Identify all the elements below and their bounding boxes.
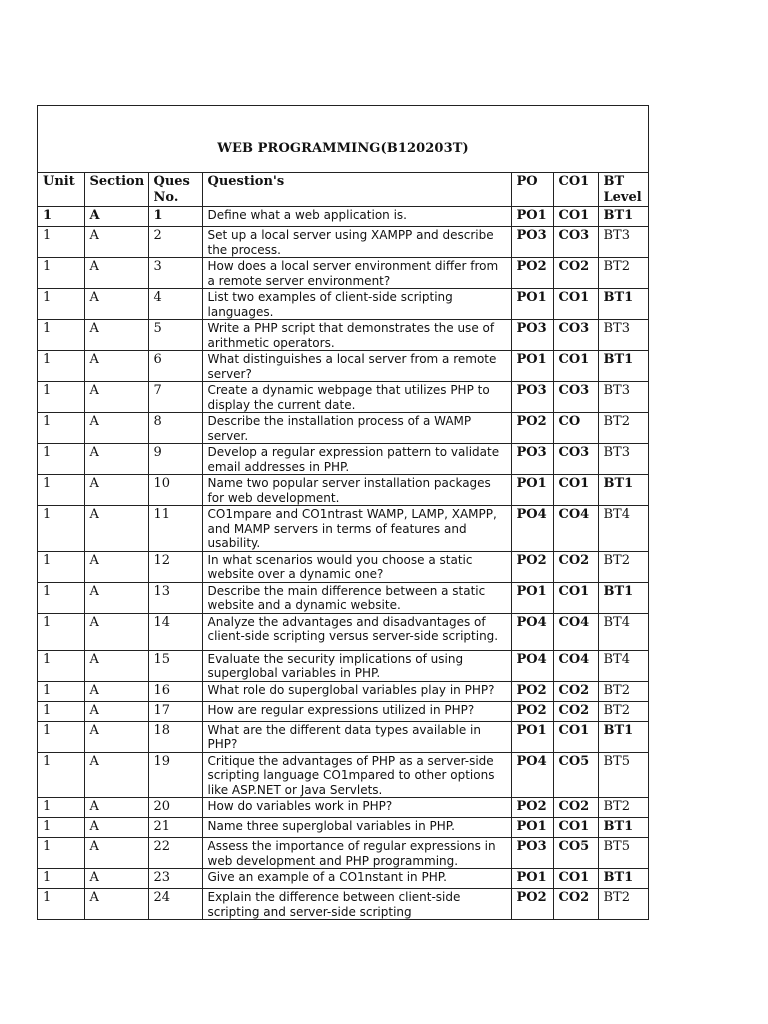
table-row bbox=[38, 838, 648, 869]
cell-co: CO4 bbox=[553, 506, 598, 552]
header-po: PO bbox=[511, 173, 553, 207]
cell-po: PO1 bbox=[511, 207, 553, 227]
cell-bt-level: BT2 bbox=[598, 413, 648, 444]
cell-ques-no: 1 bbox=[148, 207, 202, 227]
cell-ques-no: 4 bbox=[148, 289, 202, 320]
table-row bbox=[38, 582, 648, 613]
cell-question: Define what a web application is. bbox=[202, 207, 511, 227]
cell-co: CO2 bbox=[553, 551, 598, 582]
cell-ques-no: 12 bbox=[148, 551, 202, 582]
cell-ques-no: 22 bbox=[148, 838, 202, 869]
cell-po: PO3 bbox=[511, 382, 553, 413]
cell-co: CO2 bbox=[553, 681, 598, 701]
cell-section: A bbox=[84, 382, 148, 413]
cell-unit: 1 bbox=[38, 889, 84, 920]
cell-bt-level: BT1 bbox=[598, 289, 648, 320]
cell-ques-no: 5 bbox=[148, 320, 202, 351]
cell-unit: 1 bbox=[38, 413, 84, 444]
cell-co: CO1 bbox=[553, 582, 598, 613]
cell-question: Describe the main difference between a static website and a dynamic website. bbox=[202, 582, 511, 613]
cell-co: CO1 bbox=[553, 721, 598, 752]
cell-ques-no: 17 bbox=[148, 701, 202, 721]
cell-question: Analyze the advantages and disadvantages of client-side scripting versus server-side scripting. bbox=[202, 613, 511, 650]
cell-bt-level: BT2 bbox=[598, 798, 648, 818]
cell-question: How do variables work in PHP? bbox=[202, 798, 511, 818]
cell-ques-no: 6 bbox=[148, 351, 202, 382]
cell-bt-level: BT2 bbox=[598, 551, 648, 582]
cell-bt-level: BT3 bbox=[598, 320, 648, 351]
cell-bt-level: BT2 bbox=[598, 258, 648, 289]
cell-question: Describe the installation process of a WAMP server. bbox=[202, 413, 511, 444]
cell-bt-level: BT5 bbox=[598, 838, 648, 869]
cell-ques-no: 13 bbox=[148, 582, 202, 613]
table-row bbox=[38, 650, 648, 681]
cell-section: A bbox=[84, 582, 148, 613]
cell-po: PO2 bbox=[511, 701, 553, 721]
table-row bbox=[38, 506, 648, 552]
cell-po: PO1 bbox=[511, 869, 553, 889]
cell-question: Name two popular server installation packages for web development. bbox=[202, 475, 511, 506]
cell-section: A bbox=[84, 681, 148, 701]
table-row bbox=[38, 889, 648, 920]
cell-co: CO3 bbox=[553, 227, 598, 258]
cell-co: CO3 bbox=[553, 320, 598, 351]
cell-co: CO1 bbox=[553, 207, 598, 227]
header-co: CO1 bbox=[553, 173, 598, 207]
cell-bt-level: BT4 bbox=[598, 506, 648, 552]
cell-section: A bbox=[84, 701, 148, 721]
cell-section: A bbox=[84, 506, 148, 552]
cell-unit: 1 bbox=[38, 798, 84, 818]
cell-unit: 1 bbox=[38, 506, 84, 552]
cell-bt-level: BT1 bbox=[598, 818, 648, 838]
cell-co: CO4 bbox=[553, 650, 598, 681]
cell-co: CO3 bbox=[553, 382, 598, 413]
cell-ques-no: 14 bbox=[148, 613, 202, 650]
cell-question: CO1mpare and CO1ntrast WAMP, LAMP, XAMPP, and MAMP servers in terms of features and usability. bbox=[202, 506, 511, 552]
document-title: WEB PROGRAMMING(B120203T) bbox=[38, 106, 648, 173]
cell-ques-no: 24 bbox=[148, 889, 202, 920]
cell-bt-level: BT4 bbox=[598, 650, 648, 681]
cell-co: CO5 bbox=[553, 838, 598, 869]
question-bank-document bbox=[37, 105, 649, 920]
cell-po: PO2 bbox=[511, 413, 553, 444]
cell-section: A bbox=[84, 798, 148, 818]
cell-po: PO1 bbox=[511, 582, 553, 613]
cell-section: A bbox=[84, 320, 148, 351]
cell-ques-no: 20 bbox=[148, 798, 202, 818]
header-question: Question's bbox=[202, 173, 511, 207]
cell-section: A bbox=[84, 818, 148, 838]
cell-co: CO1 bbox=[553, 289, 598, 320]
cell-bt-level: BT1 bbox=[598, 351, 648, 382]
cell-unit: 1 bbox=[38, 701, 84, 721]
cell-co: CO1 bbox=[553, 869, 598, 889]
cell-po: PO3 bbox=[511, 838, 553, 869]
cell-section: A bbox=[84, 551, 148, 582]
cell-question: In what scenarios would you choose a static website over a dynamic one? bbox=[202, 551, 511, 582]
cell-section: A bbox=[84, 721, 148, 752]
cell-section: A bbox=[84, 444, 148, 475]
cell-bt-level: BT2 bbox=[598, 681, 648, 701]
cell-ques-no: 15 bbox=[148, 650, 202, 681]
cell-ques-no: 18 bbox=[148, 721, 202, 752]
cell-bt-level: BT4 bbox=[598, 613, 648, 650]
table-row bbox=[38, 869, 648, 889]
cell-bt-level: BT2 bbox=[598, 701, 648, 721]
header-section: Section bbox=[84, 173, 148, 207]
cell-question: Evaluate the security implications of using superglobal variables in PHP. bbox=[202, 650, 511, 681]
cell-question: Create a dynamic webpage that utilizes PHP to display the current date. bbox=[202, 382, 511, 413]
cell-po: PO1 bbox=[511, 818, 553, 838]
table-row bbox=[38, 551, 648, 582]
cell-po: PO2 bbox=[511, 889, 553, 920]
cell-question: Explain the difference between client-side scripting and server-side scripting bbox=[202, 889, 511, 920]
cell-question: How are regular expressions utilized in PHP? bbox=[202, 701, 511, 721]
cell-ques-no: 3 bbox=[148, 258, 202, 289]
question-table bbox=[38, 173, 648, 919]
cell-co: CO2 bbox=[553, 798, 598, 818]
cell-po: PO1 bbox=[511, 351, 553, 382]
cell-ques-no: 10 bbox=[148, 475, 202, 506]
table-row bbox=[38, 701, 648, 721]
cell-co: CO4 bbox=[553, 613, 598, 650]
table-row bbox=[38, 444, 648, 475]
cell-question: List two examples of client-side scripting languages. bbox=[202, 289, 511, 320]
cell-ques-no: 8 bbox=[148, 413, 202, 444]
cell-bt-level: BT2 bbox=[598, 889, 648, 920]
cell-question: Assess the importance of regular expressions in web development and PHP programming. bbox=[202, 838, 511, 869]
cell-unit: 1 bbox=[38, 289, 84, 320]
cell-section: A bbox=[84, 289, 148, 320]
cell-co: CO1 bbox=[553, 351, 598, 382]
cell-po: PO3 bbox=[511, 227, 553, 258]
cell-unit: 1 bbox=[38, 838, 84, 869]
cell-unit: 1 bbox=[38, 869, 84, 889]
cell-section: A bbox=[84, 869, 148, 889]
cell-section: A bbox=[84, 889, 148, 920]
cell-unit: 1 bbox=[38, 752, 84, 798]
cell-unit: 1 bbox=[38, 582, 84, 613]
table-row bbox=[38, 613, 648, 650]
table-row bbox=[38, 721, 648, 752]
cell-po: PO2 bbox=[511, 551, 553, 582]
cell-question: What distinguishes a local server from a remote server? bbox=[202, 351, 511, 382]
cell-co: CO2 bbox=[553, 889, 598, 920]
cell-ques-no: 23 bbox=[148, 869, 202, 889]
cell-section: A bbox=[84, 475, 148, 506]
cell-ques-no: 21 bbox=[148, 818, 202, 838]
cell-section: A bbox=[84, 752, 148, 798]
cell-unit: 1 bbox=[38, 382, 84, 413]
cell-section: A bbox=[84, 650, 148, 681]
table-row bbox=[38, 207, 648, 227]
cell-question: Give an example of a CO1nstant in PHP. bbox=[202, 869, 511, 889]
table-row bbox=[38, 258, 648, 289]
header-ques-no: Ques No. bbox=[148, 173, 202, 207]
cell-bt-level: BT5 bbox=[598, 752, 648, 798]
cell-unit: 1 bbox=[38, 207, 84, 227]
table-row bbox=[38, 227, 648, 258]
cell-po: PO2 bbox=[511, 681, 553, 701]
cell-ques-no: 7 bbox=[148, 382, 202, 413]
cell-ques-no: 19 bbox=[148, 752, 202, 798]
cell-po: PO1 bbox=[511, 721, 553, 752]
cell-bt-level: BT1 bbox=[598, 582, 648, 613]
cell-unit: 1 bbox=[38, 650, 84, 681]
cell-unit: 1 bbox=[38, 475, 84, 506]
cell-ques-no: 16 bbox=[148, 681, 202, 701]
cell-po: PO2 bbox=[511, 258, 553, 289]
cell-unit: 1 bbox=[38, 681, 84, 701]
cell-po: PO4 bbox=[511, 650, 553, 681]
cell-section: A bbox=[84, 258, 148, 289]
cell-question: Develop a regular expression pattern to validate email addresses in PHP. bbox=[202, 444, 511, 475]
cell-co: CO bbox=[553, 413, 598, 444]
cell-section: A bbox=[84, 227, 148, 258]
cell-ques-no: 9 bbox=[148, 444, 202, 475]
cell-question: How does a local server environment differ from a remote server environment? bbox=[202, 258, 511, 289]
cell-bt-level: BT1 bbox=[598, 207, 648, 227]
cell-po: PO3 bbox=[511, 320, 553, 351]
cell-bt-level: BT3 bbox=[598, 227, 648, 258]
cell-bt-level: BT1 bbox=[598, 721, 648, 752]
cell-co: CO1 bbox=[553, 475, 598, 506]
table-row bbox=[38, 752, 648, 798]
table-row bbox=[38, 413, 648, 444]
cell-question: Set up a local server using XAMPP and describe the process. bbox=[202, 227, 511, 258]
cell-po: PO4 bbox=[511, 506, 553, 552]
cell-unit: 1 bbox=[38, 258, 84, 289]
cell-unit: 1 bbox=[38, 444, 84, 475]
cell-po: PO1 bbox=[511, 475, 553, 506]
table-row bbox=[38, 289, 648, 320]
cell-unit: 1 bbox=[38, 721, 84, 752]
table-row bbox=[38, 382, 648, 413]
cell-bt-level: BT1 bbox=[598, 475, 648, 506]
table-header-row bbox=[38, 173, 648, 207]
cell-po: PO3 bbox=[511, 444, 553, 475]
cell-section: A bbox=[84, 838, 148, 869]
header-unit: Unit bbox=[38, 173, 84, 207]
cell-co: CO5 bbox=[553, 752, 598, 798]
cell-po: PO4 bbox=[511, 752, 553, 798]
cell-unit: 1 bbox=[38, 320, 84, 351]
cell-po: PO1 bbox=[511, 289, 553, 320]
header-bt-level: BT Level bbox=[598, 173, 648, 207]
cell-unit: 1 bbox=[38, 551, 84, 582]
cell-co: CO3 bbox=[553, 444, 598, 475]
cell-unit: 1 bbox=[38, 613, 84, 650]
table-row bbox=[38, 681, 648, 701]
cell-section: A bbox=[84, 413, 148, 444]
cell-question: Write a PHP script that demonstrates the use of arithmetic operators. bbox=[202, 320, 511, 351]
cell-po: PO2 bbox=[511, 798, 553, 818]
table-row bbox=[38, 320, 648, 351]
table-row bbox=[38, 818, 648, 838]
cell-unit: 1 bbox=[38, 351, 84, 382]
cell-co: CO2 bbox=[553, 701, 598, 721]
table-row bbox=[38, 475, 648, 506]
table-row bbox=[38, 798, 648, 818]
cell-bt-level: BT3 bbox=[598, 444, 648, 475]
cell-bt-level: BT3 bbox=[598, 382, 648, 413]
table-row bbox=[38, 351, 648, 382]
cell-question: Name three superglobal variables in PHP. bbox=[202, 818, 511, 838]
cell-unit: 1 bbox=[38, 818, 84, 838]
cell-bt-level: BT1 bbox=[598, 869, 648, 889]
cell-unit: 1 bbox=[38, 227, 84, 258]
question-rows bbox=[38, 207, 648, 920]
cell-section: A bbox=[84, 613, 148, 650]
cell-co: CO2 bbox=[553, 258, 598, 289]
cell-question: What role do superglobal variables play in PHP? bbox=[202, 681, 511, 701]
cell-po: PO4 bbox=[511, 613, 553, 650]
cell-ques-no: 2 bbox=[148, 227, 202, 258]
cell-question: Critique the advantages of PHP as a server-side scripting language CO1mpared to other options like ASP.NET or Java Servlets. bbox=[202, 752, 511, 798]
cell-section: A bbox=[84, 351, 148, 382]
cell-question: What are the different data types available in PHP? bbox=[202, 721, 511, 752]
cell-ques-no: 11 bbox=[148, 506, 202, 552]
cell-co: CO1 bbox=[553, 818, 598, 838]
cell-section: A bbox=[84, 207, 148, 227]
